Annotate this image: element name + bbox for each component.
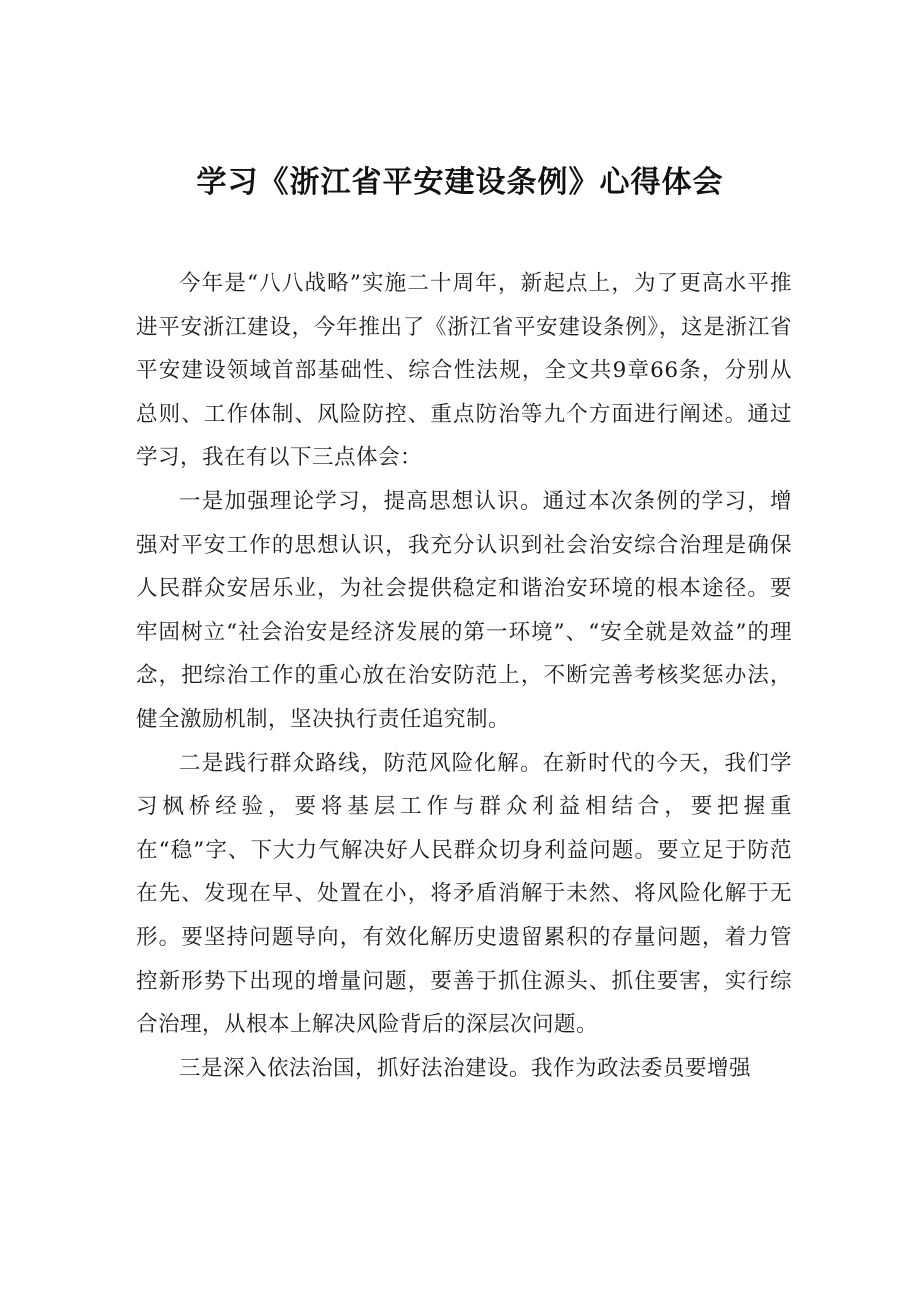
document-title: 学习《浙江省平安建设条例》心得体会 (196, 165, 724, 200)
paragraph-point-three: 三是深入依法治国，抓好法治建设。我作为政法委员要增强 (179, 1055, 752, 1081)
paragraph-point-two: 二是践行群众路线，防范风险化解。在新时代的今天，我们学习枫桥经验，要将基层工作与群众利益相结合，要把握重在“稳”字、下大力气解决好人民群众切身利益问题。要立足于防范在先、发现在早、处置在小，将矛盾消解于未然、将风险化解于无形。要坚持问题导向，有效化解历史遗留累积的存量问题，着力管控新形势下出现的增量问题，要善于抓住源头、抓住要害，实行综合治理，从根本上解决风险背后的深层次问题。 (136, 750, 792, 1038)
document-body (136, 262, 792, 1090)
paragraph-point-one: 一是加强理论学习，提高思想认识。通过本次条例的学习，增强对平安工作的思想认识，我充分认识到社会治安综合治理是确保人民群众安居乐业，为社会提供稳定和谐治安环境的根本途径。要牢固树立“社会治安是经济发展的第一环境”、“安全就是效益”的理念，把综治工作的重心放在治安防范上，不断完善考核奖惩办法，健全激励机制，坚决执行责任追究制。 (136, 488, 792, 732)
paragraph-intro: 今年是“八八战略”实施二十周年，新起点上，为了更高水平推进平安浙江建设，今年推出了《浙江省平安建设条例》，这是浙江省平安建设领域首部基础性、综合性法规，全文共9章66条，分别从总则、工作体制、风险防控、重点防治等九个方面进行阐述。通过学习，我在有以下三点体会： (136, 271, 792, 471)
